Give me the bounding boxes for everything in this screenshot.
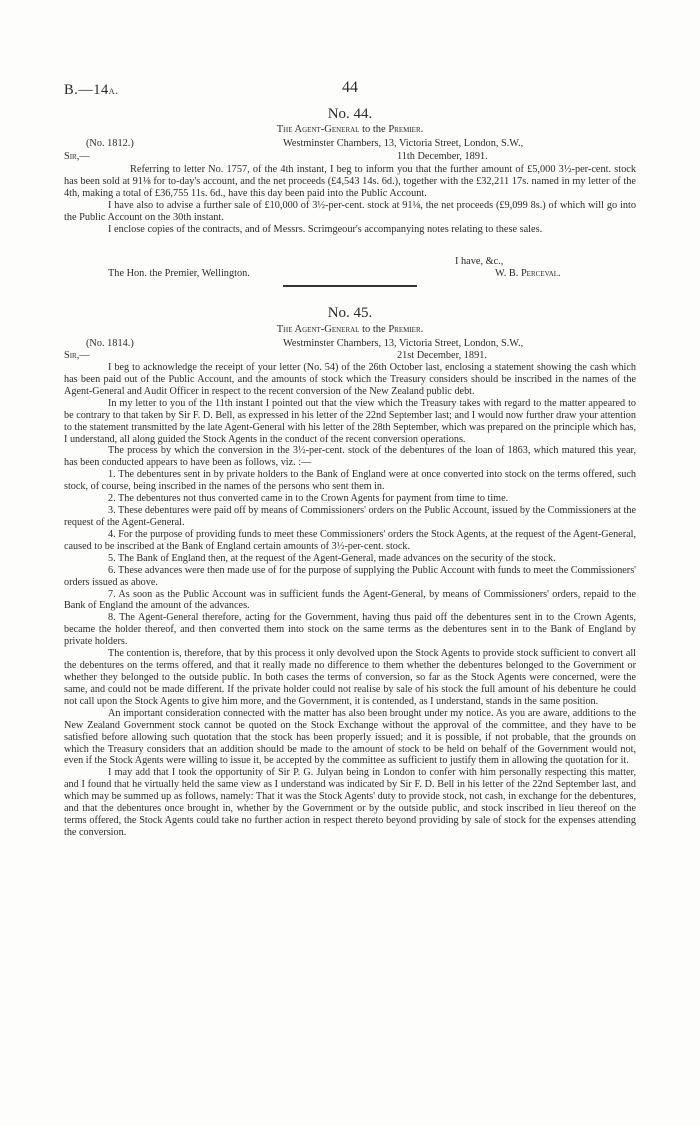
letter-44-subtitle bbox=[0, 124, 700, 135]
paragraph: In my letter to you of the 11th instant I pointed out that the view which the Treasury takes with regard to the matter appeared to be contrary to that taken by Sir F. D. Bell, as expressed in his letter of the 22nd September last; and I would now further draw your attention to the statement transmitted by the late Agent-General with his letter of the 28th September, which was prepared on the principle which has, I understand, all along guided the Stock Agents in the conduct of the recent conversion operations. bbox=[64, 397, 636, 445]
letter-45-subtitle bbox=[0, 324, 700, 335]
letter-45-title: No. 45. bbox=[327, 305, 373, 321]
numbered-paragraph: 8. The Agent-General therefore, acting for the Government, having thus paid off the debentures sent in to the Crown Agents, became the holder thereof, and then converted them into stock on the same terms as the debentures sent in to the Bank of England by private holders. bbox=[64, 612, 636, 648]
letter-45-address: Westminster Chambers, 13, Victoria Street, London, S.W., bbox=[283, 338, 524, 349]
section-divider bbox=[283, 285, 417, 287]
numbered-paragraph: 1. The debentures sent in by private holders to the Bank of England were at once converted into stock on the terms offered, such stock, of course, being inscribed in the names of the persons who sent them in. bbox=[64, 469, 636, 493]
numbered-paragraph: 2. The debentures not thus converted came in to the Crown Agents for payment from time to time. bbox=[108, 493, 509, 505]
letter-44-number: (No. 1812.) bbox=[86, 138, 134, 149]
signature-surname: Perceval. bbox=[520, 268, 561, 279]
letter-44-date: 11th December, 1891. bbox=[397, 151, 488, 162]
subtitle-connector: to the bbox=[359, 324, 389, 335]
signature-initials: W. B. bbox=[495, 268, 521, 279]
letter-44-body bbox=[64, 164, 636, 237]
numbered-paragraph: 7. As soon as the Public Account was in sufficient funds the Agent-General, by means of Commissioners' orders, repaid to the Bank of England the amount of the advances. bbox=[64, 588, 636, 612]
paragraph: I enclose copies of the contracts, and of Messrs. Scrimgeour's accompanying notes relating to these sales. bbox=[108, 224, 543, 236]
reference-suffix: a. bbox=[108, 85, 119, 97]
subtitle-connector: to the bbox=[359, 124, 389, 135]
numbered-paragraph: 5. The Bank of England then, at the request of the Agent-General, made advances on the security of the stock. bbox=[108, 552, 556, 564]
paragraph: I may add that I took the opportunity of Sir P. G. Julyan being in London to confer with him personally respecting this matter, and I found that he virtually held the same view as I understand was indicated by Sir F. D. Bell in his letter of the 22nd September last, and which may be summed up as follows, namely: That it was the Stock Agents' duty to provide stock, not cash, in exchange for the debentures, and that the debentures once brought in, whether by the Government or by the outside public, and stock inscribed in lieu thereof on the terms offered, the Stock Agents could take no further action in respect thereto beyond providing by sale of stock for the expenses attending the conversion. bbox=[64, 767, 636, 838]
paragraph: Referring to letter No. 1757, of the 4th instant, I beg to inform you that the further amount of £5,000 3½-per-cent. stock has been sold at 91⅛ for to-day's account, and the net proceeds (£4,543 14s. 6d.), together with the £32,211 17s. named in my letter of the 4th, making a total of £36,755 11s. 6d., have this day been paid into the Public Account. bbox=[64, 164, 636, 200]
letter-44-signature bbox=[495, 268, 561, 280]
numbered-paragraph: 3. These debentures were paid off by means of Commissioners' orders on the Public Account, issued by the Commissioners at the request of the Agent-General. bbox=[64, 505, 636, 528]
numbered-paragraph: 6. These advances were then made use of for the purpose of supplying the Public Account with funds to meet the Commissioners' orders issued as above. bbox=[64, 564, 636, 588]
reference-prefix: B.—14 bbox=[64, 82, 109, 98]
letter-45-body bbox=[64, 362, 636, 839]
letter-44-salutation: Sir,— bbox=[64, 151, 90, 162]
subtitle-sender: The Agent-General bbox=[276, 324, 360, 335]
letter-44-addressee: The Hon. the Premier, Wellington. bbox=[108, 268, 250, 279]
letter-45-number: (No. 1814.) bbox=[86, 338, 134, 349]
paragraph: I have also to advise a further sale of £10,000 of 3½-per-cent. stock at 91⅛, the net proceeds (£9,099 8s.) of which will go into the Public Account on the 30th instant. bbox=[64, 200, 636, 224]
subtitle-recipient: Premier. bbox=[388, 324, 424, 335]
paragraph: An important consideration connected with the matter has also been brought under my notice. As you are aware, additions to the New Zealand Government stock cannot be quoted on the Stock Exchange without the approval of the committee, and they have to be satisfied before allowing such quotation that the stock has been properly issued; and it is possible, if not probable, that the grounds on which the Treasury considers that an addition should be made to the amount of stock to be held on behalf of the Government would not, even if the Stock Agents were willing to issue it, be accepted by the committee as sufficient to justify them in allowing the quotation for it. bbox=[64, 707, 636, 767]
subtitle-recipient: Premier. bbox=[388, 124, 424, 135]
letter-45-date: 21st December, 1891. bbox=[397, 350, 487, 361]
subtitle-sender: The Agent-General bbox=[276, 124, 360, 135]
page-number: 44 bbox=[342, 79, 358, 96]
paragraph: The contention is, therefore, that by this process it only devolved upon the Stock Agents to provide stock sufficient to convert all the debentures on the terms offered, and that it really made no difference to them whether the debentures belonged to the Government or whether they belonged to the outside public. In both cases the terms of conversion, so far as the Stock Agents were concerned, were the same, and could not be made different. If the private holder could not realise by sale of his stock the full amount of his debenture he could not call upon the Stock Agents to give him more, and the Government, it is contended, as I understand, stands in the same position. bbox=[64, 648, 636, 707]
numbered-paragraph: 4. For the purpose of providing funds to meet these Commissioners' orders the Stock Agents, at the request of the Agent-General, caused to be inscribed at the Bank of England certain amounts of 3½-per-cent. stock. bbox=[64, 528, 636, 552]
letter-44-closing: I have, &c., bbox=[455, 256, 504, 267]
letter-44-address: Westminster Chambers, 13, Victoria Street, London, S.W., bbox=[283, 138, 524, 149]
paragraph: I beg to acknowledge the receipt of your letter (No. 54) of the 26th October last, enclosing a statement showing the cash which has been paid out of the Public Account, and the amounts of stock which the Treasury considers should be inscribed in the names of the Agent-General and Audit Officer in respect to the recent conversion of the New Zealand public debt. bbox=[64, 362, 636, 397]
letter-45-salutation: Sir,— bbox=[64, 350, 90, 361]
letter-44-title: No. 44. bbox=[327, 106, 373, 122]
paragraph: The process by which the conversion in the 3½-per-cent. stock of the debentures of the loan of 1863, which matured this year, has been conducted appears to have been as follows, viz. :— bbox=[64, 445, 636, 469]
